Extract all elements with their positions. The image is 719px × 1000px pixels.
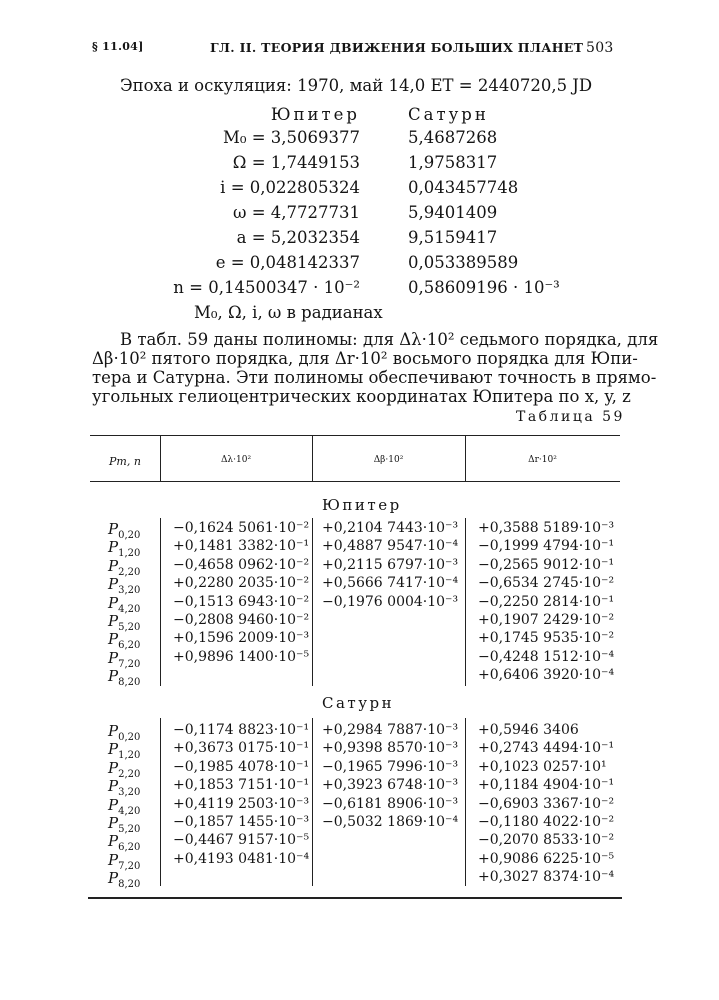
paragraph-line: угольных гелиоцентрических координатах Юпитера по x, y, z bbox=[92, 387, 631, 406]
row-label: $P_{7,20}$ bbox=[108, 648, 141, 670]
row-label: $P_{8,20}$ bbox=[108, 667, 141, 689]
dr-cell: +0,6406 3920·10⁻⁴ bbox=[478, 667, 615, 684]
dlambda-cell: −0,4467 9157·10⁻⁵ bbox=[173, 832, 310, 849]
dr-cell: +0,3027 8374·10⁻⁴ bbox=[478, 869, 615, 886]
epoch-line: Эпоха и оскуляция: 1970, май 14,0 ET = 2440720,5 JD bbox=[120, 76, 593, 95]
units-note: M₀, Ω, i, ω в радианах bbox=[194, 303, 383, 322]
saturn-element: 0,043457748 bbox=[408, 178, 519, 197]
dr-cell: −0,1999 4794·10⁻¹ bbox=[478, 538, 615, 555]
jupiter-element: ω = 4,7727731 bbox=[233, 203, 360, 222]
paragraph bbox=[92, 330, 659, 406]
dbeta-cell: +0,2984 7887·10⁻³ bbox=[322, 722, 459, 738]
row-label: $P_{6,20}$ bbox=[108, 832, 141, 854]
saturn-label: Сатурн bbox=[408, 105, 489, 124]
dr-cell: −0,6903 3367·10⁻² bbox=[478, 795, 615, 812]
dbeta-cell: +0,4887 9547·10⁻⁴ bbox=[322, 538, 459, 555]
header-dbeta: Δβ·10² bbox=[373, 455, 404, 465]
row-label: $P_{5,20}$ bbox=[108, 612, 141, 633]
col-divider bbox=[160, 518, 161, 686]
dlambda-cell: +0,1853 7151·10⁻¹ bbox=[173, 777, 310, 794]
dr-cell: +0,1907 2429·10⁻² bbox=[478, 612, 615, 628]
saturn-element: 5,9401409 bbox=[408, 203, 498, 222]
dr-cell: −0,4248 1512·10⁻⁴ bbox=[478, 648, 615, 665]
running-title: ГЛ. II. ТЕОРИЯ ДВИЖЕНИЯ БОЛЬШИХ ПЛАНЕТ bbox=[210, 40, 584, 55]
jupiter-element: e = 0,048142337 bbox=[215, 253, 360, 272]
dbeta-cell: +0,2115 6797·10⁻³ bbox=[322, 556, 459, 573]
page-number: 503 bbox=[586, 40, 614, 56]
table-caption: Таблица 59 bbox=[516, 409, 625, 425]
saturn-element: 0,053389589 bbox=[408, 253, 519, 272]
dlambda-cell: −0,1985 4078·10⁻¹ bbox=[173, 758, 310, 775]
dr-cell: +0,3588 5189·10⁻³ bbox=[478, 520, 615, 536]
dbeta-cell: +0,3923 6748·10⁻³ bbox=[322, 777, 459, 794]
dr-cell: +0,5946 3406 bbox=[478, 722, 579, 738]
jupiter-element: Ω = 1,7449153 bbox=[232, 153, 360, 172]
row-label: $P_{2,20}$ bbox=[108, 758, 141, 780]
col-divider bbox=[312, 518, 313, 686]
dlambda-cell: +0,2280 2035·10⁻² bbox=[173, 575, 310, 592]
row-label: $P_{6,20}$ bbox=[108, 630, 141, 652]
dlambda-cell: +0,9896 1400·10⁻⁵ bbox=[173, 648, 310, 665]
section-title: Сатурн bbox=[322, 694, 395, 712]
dlambda-cell: +0,4193 0481·10⁻⁴ bbox=[173, 850, 310, 867]
dr-cell: +0,1023 0257·10¹ bbox=[478, 758, 607, 775]
saturn-element: 5,4687268 bbox=[408, 128, 498, 147]
dr-cell: +0,2743 4494·10⁻¹ bbox=[478, 740, 615, 757]
jupiter-element: M₀ = 3,5069377 bbox=[222, 128, 360, 147]
col-divider bbox=[312, 718, 313, 886]
row-label: $P_{7,20}$ bbox=[108, 850, 141, 872]
dr-cell: −0,2565 9012·10⁻¹ bbox=[478, 556, 615, 573]
dlambda-cell: −0,4658 0962·10⁻² bbox=[173, 556, 310, 573]
row-label: $P_{1,20}$ bbox=[108, 538, 141, 560]
col-divider bbox=[160, 718, 161, 886]
dbeta-cell: −0,5032 1869·10⁻⁴ bbox=[322, 814, 459, 830]
dbeta-cell: +0,9398 8570·10⁻³ bbox=[322, 740, 459, 757]
row-label: $P_{0,20}$ bbox=[108, 722, 141, 743]
dr-cell: −0,6534 2745·10⁻² bbox=[478, 575, 615, 592]
header-dlambda: Δλ·10² bbox=[220, 455, 252, 465]
section-ref: § 11.04] bbox=[92, 40, 144, 53]
dr-cell: −0,2250 2814·10⁻¹ bbox=[478, 593, 615, 610]
dr-cell: +0,1184 4904·10⁻¹ bbox=[478, 777, 615, 794]
saturn-element: 0,58609196 · 10⁻³ bbox=[408, 278, 560, 297]
dlambda-cell: +0,1481 3382·10⁻¹ bbox=[173, 538, 310, 555]
dlambda-cell: −0,1174 8823·10⁻¹ bbox=[173, 722, 310, 738]
dlambda-cell: −0,1513 6943·10⁻² bbox=[173, 593, 310, 610]
header-pmn: Pm, n bbox=[109, 455, 141, 468]
dbeta-cell: +0,2104 7443·10⁻³ bbox=[322, 520, 459, 536]
col-divider bbox=[465, 718, 466, 886]
row-label: $P_{4,20}$ bbox=[108, 593, 141, 615]
dlambda-cell: −0,2808 9460·10⁻² bbox=[173, 612, 310, 628]
dr-cell: +0,9086 6225·10⁻⁵ bbox=[478, 850, 615, 867]
table-top-rule bbox=[90, 435, 620, 436]
dlambda-cell: +0,3673 0175·10⁻¹ bbox=[173, 740, 310, 757]
dr-cell: −0,1180 4022·10⁻² bbox=[478, 814, 615, 830]
paragraph-line: В табл. 59 даны полиномы: для Δλ·10² седьмого порядка, для bbox=[120, 330, 659, 349]
saturn-element: 1,9758317 bbox=[408, 153, 498, 172]
dlambda-cell: −0,1857 1455·10⁻³ bbox=[173, 814, 310, 830]
dr-cell: −0,2070 8533·10⁻² bbox=[478, 832, 615, 849]
row-label: $P_{1,20}$ bbox=[108, 740, 141, 762]
dlambda-cell: +0,4119 2503·10⁻³ bbox=[173, 795, 310, 812]
dbeta-cell: −0,6181 8906·10⁻³ bbox=[322, 795, 459, 812]
header-dr: Δr·10² bbox=[528, 455, 557, 465]
jupiter-label: Юпитер bbox=[270, 105, 360, 124]
col-divider bbox=[465, 518, 466, 686]
dbeta-cell: +0,5666 7417·10⁻⁴ bbox=[322, 575, 459, 592]
dlambda-cell: +0,1596 2009·10⁻³ bbox=[173, 630, 310, 647]
row-label: $P_{8,20}$ bbox=[108, 869, 141, 891]
row-label: $P_{5,20}$ bbox=[108, 814, 141, 835]
row-label: $P_{0,20}$ bbox=[108, 520, 141, 541]
table-bottom-rule bbox=[88, 897, 622, 899]
jupiter-element: n = 0,14500347 · 10⁻² bbox=[173, 278, 360, 297]
dr-cell: +0,1745 9535·10⁻² bbox=[478, 630, 615, 647]
table-header-rule bbox=[90, 481, 620, 482]
dbeta-cell: −0,1965 7996·10⁻³ bbox=[322, 758, 459, 775]
jupiter-element: a = 5,2032354 bbox=[236, 228, 360, 247]
row-label: $P_{3,20}$ bbox=[108, 777, 141, 799]
saturn-element: 9,5159417 bbox=[408, 228, 498, 247]
dlambda-cell: −0,1624 5061·10⁻² bbox=[173, 520, 310, 536]
dbeta-cell: −0,1976 0004·10⁻³ bbox=[322, 593, 459, 610]
row-label: $P_{3,20}$ bbox=[108, 575, 141, 597]
section-title: Юпитер bbox=[322, 496, 402, 514]
row-label: $P_{4,20}$ bbox=[108, 795, 141, 817]
paragraph-line: Δβ·10² пятого порядка, для Δr·10² восьмого порядка для Юпи- bbox=[92, 349, 638, 368]
jupiter-element: i = 0,022805324 bbox=[220, 178, 360, 197]
paragraph-line: тера и Сатурна. Эти полиномы обеспечивают точность в прямо- bbox=[92, 368, 657, 387]
row-label: $P_{2,20}$ bbox=[108, 556, 141, 578]
